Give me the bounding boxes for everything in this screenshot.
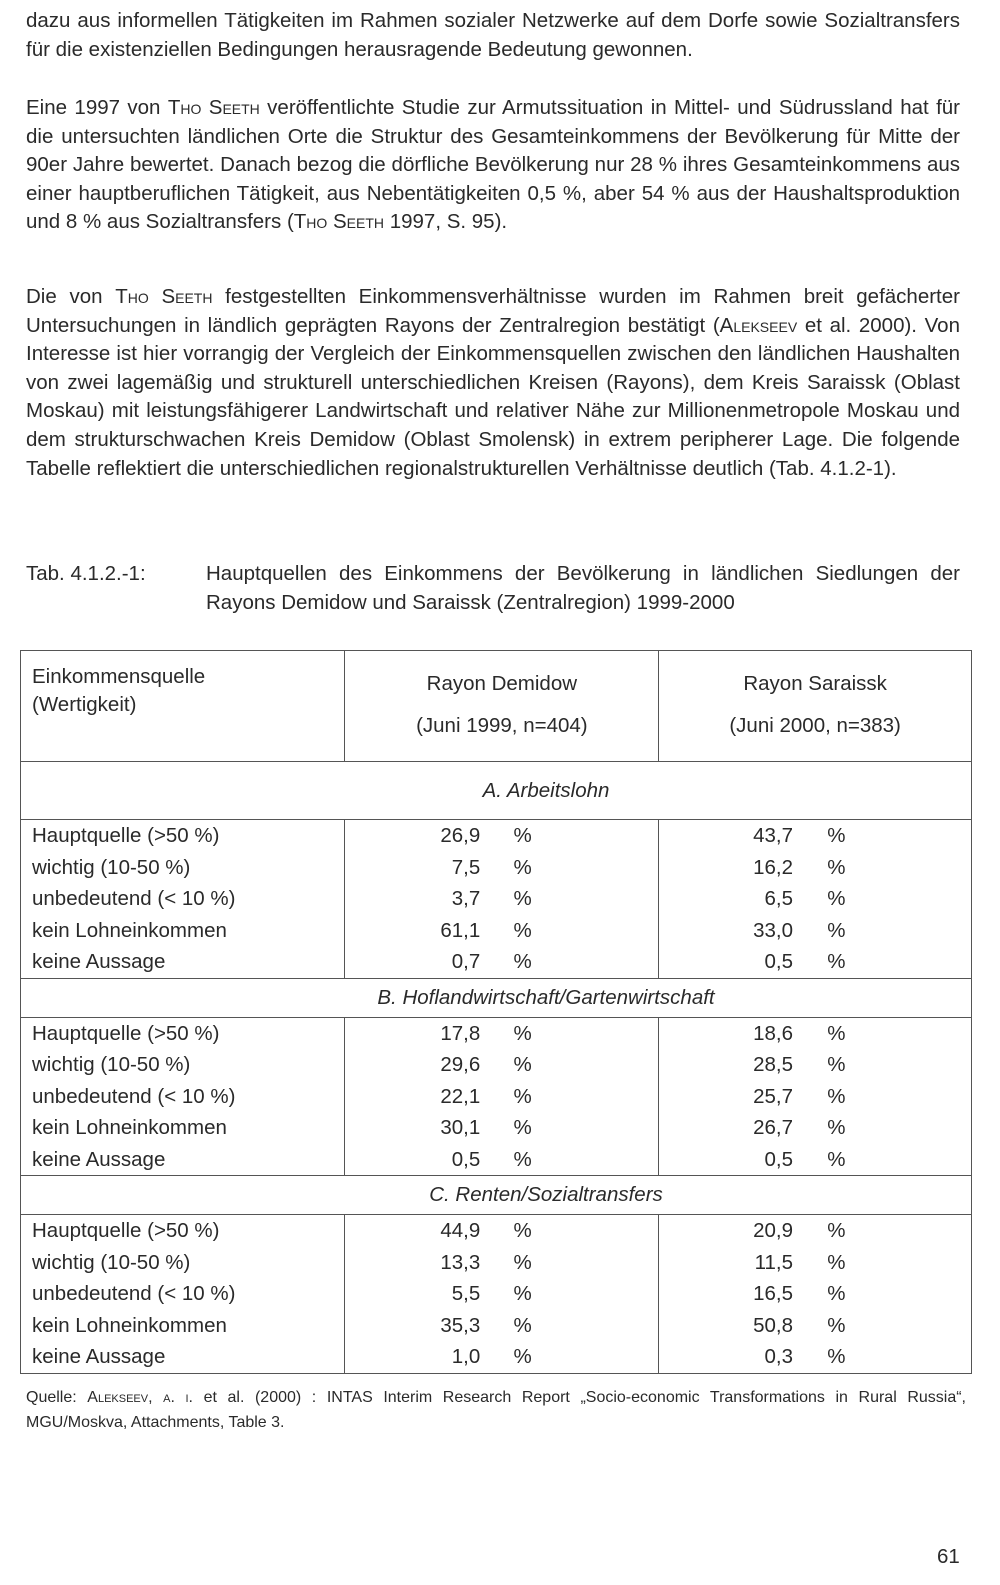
value-number: 20,9 [753,1219,793,1242]
section-title-text: C. Renten/Sozialtransfers [429,1183,663,1206]
value-number: 0,5 [764,950,793,973]
value-number: 13,3 [440,1250,481,1274]
value [345,1018,658,1050]
table-caption-label: Tab. 4.1.2.-1: [26,562,146,585]
value [659,1144,971,1176]
value-unit: % [827,1053,846,1076]
paragraph-comparison [26,283,960,483]
value-number: 22,1 [440,1084,481,1108]
value-number: 11,5 [754,1250,793,1274]
value-unit: % [513,824,532,847]
header-text: Rayon Demidow [426,672,578,695]
value-number: 6,5 [764,887,793,910]
value-unit: % [827,918,846,942]
row-label: unbedeutend (< 10 %) [32,887,236,910]
value-number: 5,5 [451,1282,481,1305]
text: veröffentlichte Studie zur Armutssituation in Mittel- und Südrussland hat für die untersuchten ländlichen Orte die Struktur des Gesamteinkommens der Bevölkerung für Mitte der 90er Jahre bewertet. Danach bezog die dörfliche Bevölkerung nur 28 % ihres Gesamteinkommens aus einer hauptberuflichen Tätigkeit, aus Nebentätigkeiten 0,5 %, aber 54 % aus der Haushaltsproduktion und 8 % aus Sozialtransfers ( [26,96,960,234]
value-number: 3,7 [451,887,481,910]
header-income-source [21,651,345,762]
section-rows [21,1017,972,1176]
row-label: kein Lohneinkommen [32,1116,227,1139]
value-unit: % [827,1345,846,1368]
row-label: wichtig (10-50 %) [32,1250,191,1274]
text: et al. 2000). Von Interesse ist hier vorrangig der Vergleich der Einkommensquellen zwischen den ländlichen Haushalten von zwei lagemäßig und strukturell unterschiedlichen Kreisen (Rayons), dem Kreis Saraissk (Oblast Moskau) mit leistungsfähigerer Landwirtschaft und relativer Nähe zur Millionenmetropole Moskau und dem strukturschwachen Kreis Demidow (Oblast Smolensk) in extrem peripherer Lage. Die folgende Tabelle reflektiert die unterschiedlichen regionalstrukturellen Verhältnisse deutlich (Tab. 4.1.2-1). [26,313,960,480]
header-text: (Juni 1999, n=404) [416,714,588,737]
value [659,1341,971,1373]
value-unit: % [513,1313,532,1337]
value-unit: % [827,1250,846,1274]
value-number: 16,5 [753,1282,793,1305]
row-label: Hauptquelle (>50 %) [32,1219,220,1242]
saraissk-values-cell [659,1215,972,1374]
value-unit: % [513,855,532,879]
value-unit: % [827,1084,846,1108]
value [659,1018,971,1050]
value-unit: % [513,887,532,910]
value [345,1112,658,1144]
value [345,1341,658,1373]
demidow-values-cell [345,820,659,979]
value-unit: % [513,950,532,973]
row-labels-cell [21,820,345,979]
value [345,1081,658,1113]
value-unit: % [827,887,846,910]
value [659,883,971,915]
row-label: Hauptquelle (>50 %) [32,1021,220,1045]
paragraph-tho-seeth-study [26,94,960,237]
value-number: 28,5 [753,1053,793,1076]
saraissk-values-cell [659,820,972,979]
row-label: unbedeutend (< 10 %) [32,1282,236,1305]
value-unit: % [513,1084,532,1108]
saraissk-values-cell [659,1017,972,1176]
demidow-values-cell [345,1215,659,1374]
value [659,946,971,978]
section-title [21,762,972,820]
text: Die von [26,285,116,308]
value-number: 50,8 [753,1313,793,1337]
section-title [21,1176,972,1215]
section-title-text: B. Hoflandwirtschaft/Gartenwirtschaft [377,985,715,1009]
value-unit: % [513,918,532,942]
section-rows [21,1215,972,1374]
value [345,1144,658,1176]
value-number: 0,3 [764,1345,793,1368]
value-number: 26,9 [440,824,481,847]
text: festgestellten Einkommensverhältnisse wurden im Rahmen breit gefächerter Untersuchungen in ländlich geprägten Rayons der Zentralregion bestätigt ( [26,285,960,337]
value-number: 0,7 [451,950,481,973]
header-text: Einkommensquelle [32,665,206,688]
value-unit: % [513,1053,532,1076]
section-title-text: A. Arbeitslohn [482,778,610,802]
demidow-values-cell [345,1017,659,1176]
value-number: 43,7 [753,824,793,847]
value [659,1278,971,1310]
source-prefix: Quelle: [26,1389,88,1406]
value-number: 18,6 [753,1021,793,1045]
value-number: 29,6 [440,1053,481,1076]
value-unit: % [513,1147,532,1171]
value-unit: % [513,1021,532,1045]
value-number: 1,0 [451,1345,481,1368]
value-number: 44,9 [440,1219,481,1242]
value-unit: % [827,1116,846,1139]
value-number: 0,5 [451,1147,481,1171]
row-label: wichtig (10-50 %) [32,855,191,879]
value-unit: % [827,1021,846,1045]
value [345,1310,658,1342]
row-label: wichtig (10-50 %) [32,1053,191,1076]
table-caption-text: Hauptquellen des Einkommens der Bevölkerung in ländlichen Siedlungen der Rayons Demidow und Saraissk (Zentralregion) 1999-2000 [206,562,960,614]
value-number: 16,2 [753,855,793,879]
author-name: Tho Seeth [167,96,260,119]
value-number: 61,1 [440,918,481,942]
value [659,1081,971,1113]
value-unit: % [827,855,846,879]
section-header-row [21,1176,972,1215]
value [659,915,971,947]
value [345,1247,658,1279]
header-text: (Juni 2000, n=383) [729,714,901,737]
value [345,1278,658,1310]
value [659,1215,971,1247]
header-rayon-demidow [345,651,659,762]
value [659,1247,971,1279]
value-unit: % [513,1219,532,1242]
value [345,883,658,915]
row-label: keine Aussage [32,1345,166,1368]
author-name: Tho Seeth [115,285,213,308]
row-label: Hauptquelle (>50 %) [32,824,220,847]
value [345,915,658,947]
section-title [21,978,972,1017]
value [345,1215,658,1247]
header-text: Rayon Saraissk [743,672,887,695]
value [345,946,658,978]
value-number: 7,5 [451,855,481,879]
table-header-row [21,651,972,762]
row-labels-cell [21,1017,345,1176]
value [345,820,658,852]
header-rayon-saraissk [659,651,972,762]
value-unit: % [513,1282,532,1305]
value [345,852,658,884]
text: Eine 1997 von [26,96,168,119]
row-label: unbedeutend (< 10 %) [32,1084,236,1108]
page-number: 61 [937,1545,960,1568]
row-labels-cell [21,1215,345,1374]
value-unit: % [827,950,846,973]
value-unit: % [513,1250,532,1274]
value-number: 35,3 [440,1313,481,1337]
row-label: kein Lohneinkommen [32,918,227,942]
value [659,820,971,852]
value-unit: % [827,1282,846,1305]
source-text: et al. (2000) : INTAS Interim Research Report „Socio-economic Transformations in Rural Russia“, MGU/Moskva, Attachments, Table 3. [26,1389,966,1431]
value-unit: % [827,1147,846,1171]
paragraph-intro-continuation: dazu aus informellen Tätigkeiten im Rahmen sozialer Netzwerke auf dem Dorfe sowie Sozialtransfers für die existenziellen Bedingungen herausragende Bedeutung gewonnen. [26,9,960,61]
income-sources-table [20,650,972,1374]
row-label: keine Aussage [32,1147,166,1171]
value [659,1049,971,1081]
value [345,1049,658,1081]
author-name: Alekseev [719,313,798,337]
value-number: 30,1 [440,1116,481,1139]
section-rows [21,820,972,979]
value-unit: % [827,1313,846,1337]
value-number: 17,8 [440,1021,481,1045]
value-unit: % [513,1116,532,1139]
value-number: 25,7 [753,1084,793,1108]
row-label: keine Aussage [32,950,166,973]
author-name: Tho Seeth [293,210,385,234]
value [659,1112,971,1144]
value-number: 26,7 [753,1116,793,1139]
value [659,852,971,884]
value-unit: % [513,1345,532,1368]
section-header-row [21,762,972,820]
text: 1997, S. 95). [384,210,508,234]
row-label: kein Lohneinkommen [32,1313,227,1337]
value-number: 0,5 [764,1147,793,1171]
value-number: 33,0 [753,918,793,942]
value-unit: % [827,1219,846,1242]
header-text: (Wertigkeit) [32,693,137,716]
source-author: Alekseev, a. i. [87,1389,193,1406]
section-header-row [21,978,972,1017]
value-unit: % [827,824,846,847]
value [659,1310,971,1342]
table-source-note [26,1385,966,1435]
